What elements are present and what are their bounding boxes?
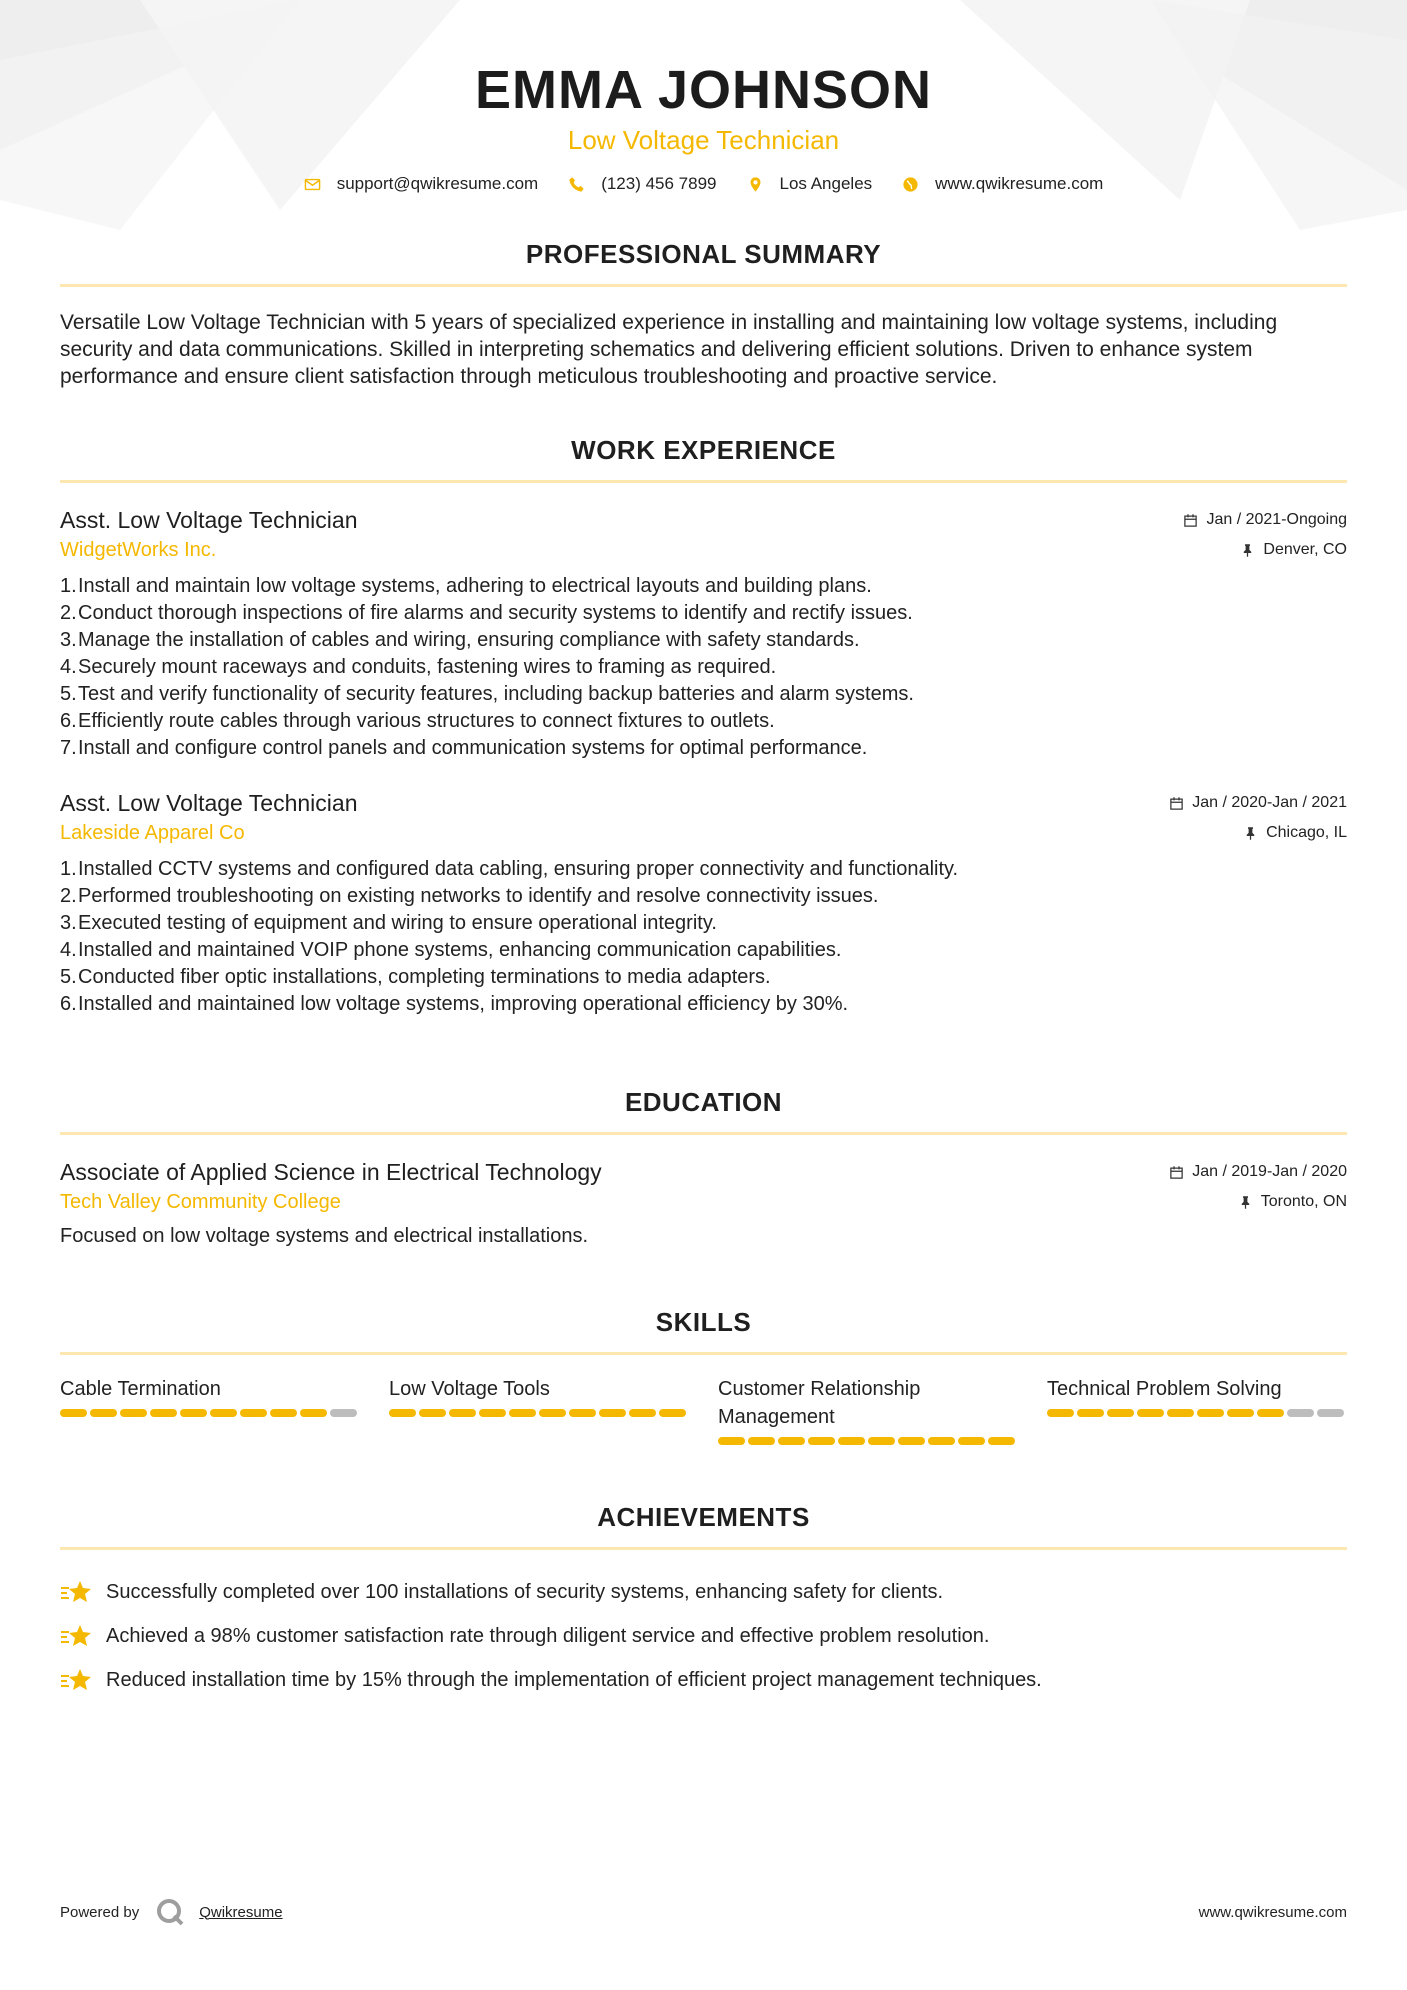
map-pin-icon: [747, 176, 764, 193]
resume-header: [60, 0, 1347, 194]
list-item: 3. Executed testing of equipment and wiring to ensure operational integrity.: [60, 912, 717, 934]
skill-level-segment: [240, 1409, 267, 1417]
job-company: Lakeside Apparel Co: [60, 822, 245, 844]
pushpin-icon: [1240, 543, 1255, 558]
shooting-star-icon: [60, 1667, 92, 1693]
phone-icon: [568, 176, 585, 193]
list-item: 2. Performed troubleshooting on existing networks to identify and resolve connectivity issues.: [60, 885, 879, 907]
skill-level-segment: [868, 1437, 895, 1445]
list-item: 1. Install and maintain low voltage systems, adhering to electrical layouts and building plans.: [60, 575, 872, 597]
contact-phone[interactable]: [568, 174, 716, 194]
skills-heading: SKILLS: [655, 1307, 752, 1337]
pushpin-icon: [1243, 826, 1258, 841]
job-entry: [60, 788, 1347, 1018]
powered-by-label: Powered by: [60, 1903, 140, 1921]
skill-level-segment: [748, 1437, 775, 1445]
qwikresume-link[interactable]: Qwikresume: [199, 1903, 283, 1921]
education-section: [60, 1086, 1347, 1250]
skill-level-segment: [1257, 1409, 1284, 1417]
job-location: Denver, CO: [1240, 541, 1347, 559]
skill-level-segment: [1317, 1409, 1344, 1417]
skill-level-segment: [838, 1437, 865, 1445]
calendar-icon: [1183, 513, 1198, 528]
education-description: Focused on low voltage systems and electrical installations.: [60, 1225, 589, 1247]
contact-website[interactable]: [902, 174, 1103, 194]
summary-heading: PROFESSIONAL SUMMARY: [525, 239, 882, 269]
skill-level-segment: [718, 1437, 745, 1445]
section-divider: [60, 1547, 1347, 1550]
skill-level-segment: [419, 1409, 446, 1417]
skill-level-segment: [300, 1409, 327, 1417]
skill-name: Low Voltage Tools: [389, 1378, 550, 1400]
location-text: Los Angeles: [779, 174, 873, 193]
skill-item: [389, 1375, 689, 1445]
skill-level-segment: [60, 1409, 87, 1417]
skill-level-segment: [629, 1409, 656, 1417]
candidate-name: EMMA JOHNSON: [474, 60, 933, 120]
qwikresume-logo-icon: [155, 1897, 185, 1927]
section-divider: [60, 480, 1347, 483]
skill-level-bar: [389, 1409, 689, 1417]
skill-level-segment: [389, 1409, 416, 1417]
experience-heading: WORK EXPERIENCE: [571, 435, 836, 465]
skill-level-segment: [1047, 1409, 1074, 1417]
envelope-icon: [304, 176, 321, 193]
skill-level-segment: [1287, 1409, 1314, 1417]
section-divider: [60, 1132, 1347, 1135]
education-heading: EDUCATION: [624, 1087, 783, 1117]
skill-level-segment: [1137, 1409, 1164, 1417]
skill-level-segment: [90, 1409, 117, 1417]
phone-text: (123) 456 7899: [601, 174, 717, 193]
skill-level-segment: [958, 1437, 985, 1445]
skill-item: [60, 1375, 360, 1445]
skill-name: Cable Termination: [60, 1378, 221, 1400]
job-location: Chicago, IL: [1243, 824, 1347, 842]
job-bullets: [60, 573, 1347, 762]
skills-section: [60, 1306, 1347, 1445]
shooting-star-icon: [60, 1623, 92, 1649]
skill-level-segment: [449, 1409, 476, 1417]
resume-footer: [60, 1897, 1347, 1927]
shooting-star-icon: [60, 1579, 92, 1605]
skill-level-segment: [808, 1437, 835, 1445]
education-dates: Jan / 2019-Jan / 2020: [1169, 1163, 1347, 1181]
email-text: support@qwikresume.com: [336, 174, 539, 193]
section-divider: [60, 1352, 1347, 1355]
skill-level-segment: [1197, 1409, 1224, 1417]
section-divider: [60, 284, 1347, 287]
list-item: 4. Installed and maintained VOIP phone systems, enhancing communication capabilities.: [60, 939, 842, 961]
job-role: Asst. Low Voltage Technician: [60, 790, 358, 816]
summary-text: Versatile Low Voltage Technician with 5 years of specialized experience in installing and maintaining low voltage systems, including security and data communications. Skilled in interpreting schematics and delivering efficient solutions. Driven to enhance system performance and ensure client satisfaction through meticulous troubleshooting and proactive service.: [60, 311, 1278, 388]
skills-list: [60, 1375, 1347, 1445]
skill-name: Customer Relationship Management: [718, 1378, 921, 1428]
skill-level-segment: [270, 1409, 297, 1417]
skill-level-segment: [1077, 1409, 1104, 1417]
job-role: Asst. Low Voltage Technician: [60, 507, 358, 533]
education-entry: [60, 1157, 1347, 1250]
achievements-heading: ACHIEVEMENTS: [597, 1502, 810, 1532]
skill-level-segment: [599, 1409, 626, 1417]
experience-section: [60, 434, 1347, 1018]
list-item: 2. Conduct thorough inspections of fire alarms and security systems to identify and rectify issues.: [60, 602, 913, 624]
achievements-list: [60, 1570, 1347, 1702]
skill-level-bar: [718, 1437, 1018, 1445]
list-item: 7. Install and configure control panels and communication systems for optimal performance.: [60, 737, 868, 759]
skill-level-bar: [60, 1409, 360, 1417]
skill-item: [1047, 1375, 1347, 1445]
skill-level-segment: [569, 1409, 596, 1417]
contact-email[interactable]: [304, 174, 539, 194]
job-entry: [60, 505, 1347, 762]
skill-level-segment: [1167, 1409, 1194, 1417]
skill-level-segment: [659, 1409, 686, 1417]
skill-level-segment: [330, 1409, 357, 1417]
footer-website[interactable]: www.qwikresume.com: [1198, 1903, 1347, 1921]
calendar-icon: [1169, 796, 1184, 811]
list-item: 6. Efficiently route cables through various structures to connect fixtures to outlets.: [60, 710, 775, 732]
skill-item: [718, 1375, 1018, 1445]
skill-level-segment: [928, 1437, 955, 1445]
degree-title: Associate of Applied Science in Electrical Technology: [60, 1159, 602, 1185]
skill-level-segment: [539, 1409, 566, 1417]
skill-level-segment: [898, 1437, 925, 1445]
candidate-title: Low Voltage Technician: [567, 125, 840, 155]
skill-level-bar: [1047, 1409, 1347, 1417]
list-item: Successfully completed over 100 installations of security systems, enhancing safety for clients.: [60, 1570, 1347, 1614]
list-item: 6. Installed and maintained low voltage systems, improving operational efficiency by 30%.: [60, 993, 849, 1015]
list-item: 1. Installed CCTV systems and configured data cabling, ensuring proper connectivity and functionality.: [60, 858, 959, 880]
globe-icon: [902, 176, 919, 193]
skill-level-segment: [509, 1409, 536, 1417]
calendar-icon: [1169, 1165, 1184, 1180]
list-item: 5. Conducted fiber optic installations, completing terminations to media adapters.: [60, 966, 771, 988]
job-company: WidgetWorks Inc.: [60, 539, 217, 561]
summary-section: [60, 238, 1347, 390]
skill-name: Technical Problem Solving: [1047, 1378, 1282, 1400]
pushpin-icon: [1238, 1195, 1253, 1210]
list-item: 3. Manage the installation of cables and wiring, ensuring compliance with safety standards.: [60, 629, 860, 651]
skill-level-segment: [1227, 1409, 1254, 1417]
skill-level-segment: [1107, 1409, 1134, 1417]
skill-level-segment: [778, 1437, 805, 1445]
skill-level-segment: [120, 1409, 147, 1417]
list-item: Reduced installation time by 15% through the implementation of efficient project management techniques.: [60, 1658, 1347, 1702]
school-name: Tech Valley Community College: [60, 1191, 341, 1213]
education-location: Toronto, ON: [1238, 1193, 1347, 1211]
skill-level-segment: [210, 1409, 237, 1417]
achievements-section: [60, 1501, 1347, 1702]
list-item: 5. Test and verify functionality of security features, including backup batteries and alarm systems.: [60, 683, 914, 705]
contact-location: [747, 174, 873, 194]
skill-level-segment: [150, 1409, 177, 1417]
powered-by: [60, 1897, 283, 1927]
skill-level-segment: [180, 1409, 207, 1417]
job-dates: Jan / 2020-Jan / 2021: [1169, 794, 1347, 812]
website-text: www.qwikresume.com: [935, 174, 1104, 193]
contact-bar: [60, 174, 1347, 194]
skill-level-segment: [479, 1409, 506, 1417]
job-bullets: [60, 856, 1347, 1018]
skill-level-segment: [988, 1437, 1015, 1445]
job-dates: Jan / 2021-Ongoing: [1183, 511, 1347, 529]
list-item: Achieved a 98% customer satisfaction rate through diligent service and effective problem resolution.: [60, 1614, 1347, 1658]
list-item: 4. Securely mount raceways and conduits, fastening wires to framing as required.: [60, 656, 777, 678]
